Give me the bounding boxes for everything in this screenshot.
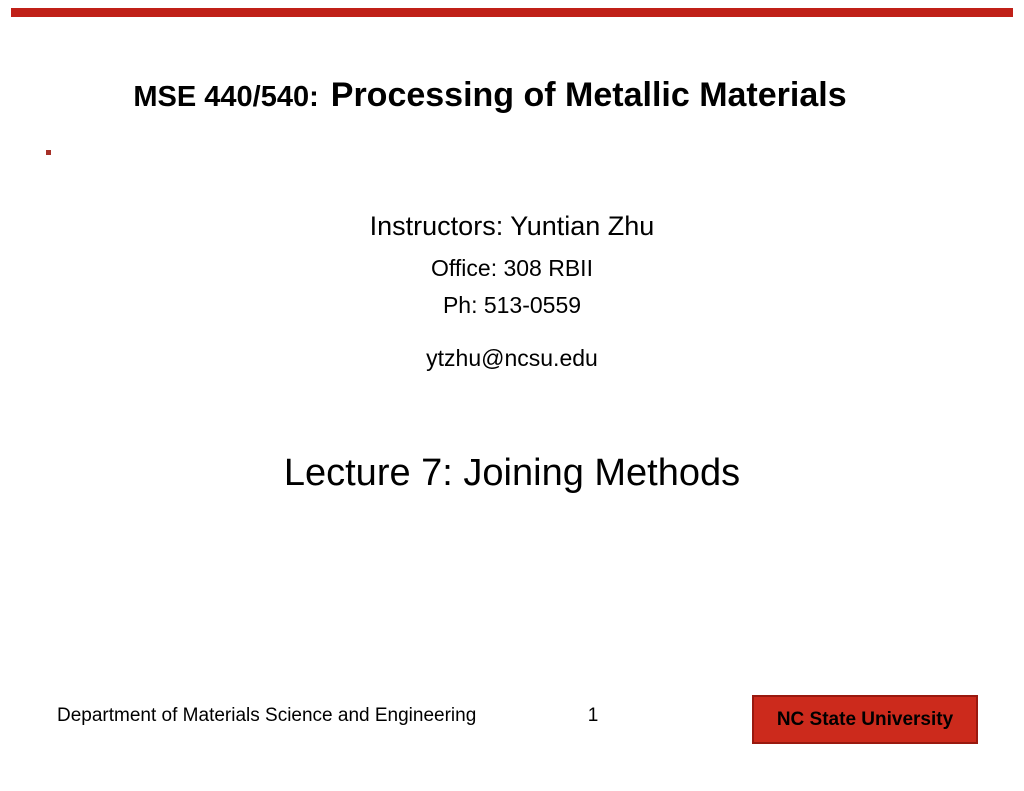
course-title xyxy=(0,76,980,115)
footer-department-name: Department of Materials Science and Engineering xyxy=(57,705,477,726)
course-name: Processing of Metallic Materials xyxy=(330,76,847,114)
office-line: Office: 308 RBII xyxy=(431,255,593,281)
instructors-line: Instructors: Yuntian Zhu xyxy=(369,211,655,241)
email-line: ytzhu@ncsu.edu xyxy=(426,345,598,371)
nc-state-logo-text: NC State University xyxy=(776,708,954,730)
red-bullet-dot xyxy=(46,150,51,155)
lecture-title: Lecture 7: Joining Methods xyxy=(283,452,741,494)
footer-page-number: 1 xyxy=(587,705,599,726)
phone-line: Ph: 513-0559 xyxy=(442,292,582,318)
course-code: MSE 440/540: xyxy=(133,81,319,113)
top-red-accent-bar xyxy=(11,8,1013,17)
nc-state-logo-box xyxy=(752,695,978,744)
